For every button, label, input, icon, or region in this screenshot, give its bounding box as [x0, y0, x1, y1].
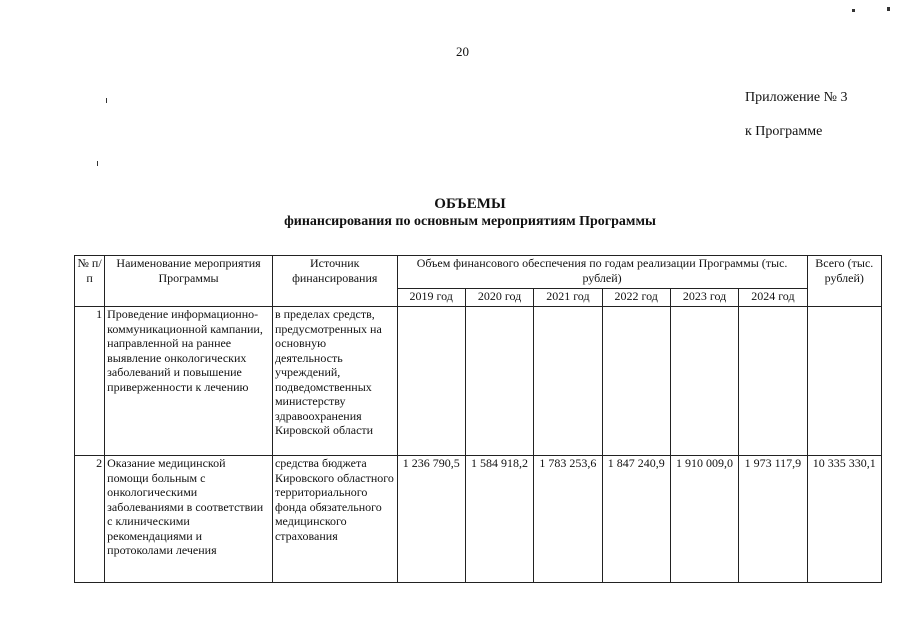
document-title: ОБЪЕМЫ [434, 196, 506, 212]
header-year-2024: 2024 год [739, 289, 807, 307]
row-value-2023: 1 910 009,0 [670, 456, 738, 583]
header-total: Всего (тыс. рублей) [807, 256, 881, 307]
scan-speck [97, 161, 98, 166]
header-year-2020: 2020 год [465, 289, 533, 307]
row-name: Оказание медицинской помощи больным с онкологическими заболеваниями в соответствии с клиническими рекомендациями и протоколами лечения [105, 456, 273, 583]
row-value-2022 [602, 307, 670, 456]
row-value-2023 [670, 307, 738, 456]
header-year-2023: 2023 год [670, 289, 738, 307]
row-num: 1 [75, 307, 105, 456]
row-num: 2 [75, 456, 105, 583]
row-name: Проведение информационно-коммуникационной кампании, направленной на раннее выявление онкологических заболеваний и повышение приверженности к лечению [105, 307, 273, 456]
row-value-2021: 1 783 253,6 [534, 456, 602, 583]
row-source: средства бюджета Кировского областного территориального фонда обязательного медицинского страхования [272, 456, 397, 583]
scan-speck [106, 98, 107, 103]
header-name: Наименование мероприятия Программы [105, 256, 273, 307]
row-total [807, 307, 881, 456]
row-value-2021 [534, 307, 602, 456]
row-value-2020: 1 584 918,2 [465, 456, 533, 583]
header-year-2022: 2022 год [602, 289, 670, 307]
appendix-program-label: к Программе [745, 124, 823, 139]
header-volume: Объем финансового обеспечения по годам реализации Программы (тыс. рублей) [397, 256, 807, 289]
row-value-2022: 1 847 240,9 [602, 456, 670, 583]
document-subtitle: финансирования по основным мероприятиям Программы [284, 214, 656, 229]
page-number: 20 [456, 44, 469, 59]
header-source: Источник финансирования [272, 256, 397, 307]
table-row [75, 456, 882, 583]
row-value-2019 [397, 307, 465, 456]
scan-speck [852, 9, 855, 12]
financing-table [74, 255, 882, 583]
row-total: 10 335 330,1 [807, 456, 881, 583]
row-value-2024: 1 973 117,9 [739, 456, 807, 583]
header-year-2019: 2019 год [397, 289, 465, 307]
scan-speck [887, 7, 890, 11]
appendix-label: Приложение № 3 [745, 90, 848, 105]
header-year-2021: 2021 год [534, 289, 602, 307]
header-num: № п/п [75, 256, 105, 307]
row-value-2019: 1 236 790,5 [397, 456, 465, 583]
row-source: в пределах средств, предусмотренных на основную деятельность учреждений, подведомственных министерству здравоохранения Кировской области [272, 307, 397, 456]
row-value-2024 [739, 307, 807, 456]
table-row [75, 307, 882, 456]
title-block [180, 196, 760, 231]
row-value-2020 [465, 307, 533, 456]
